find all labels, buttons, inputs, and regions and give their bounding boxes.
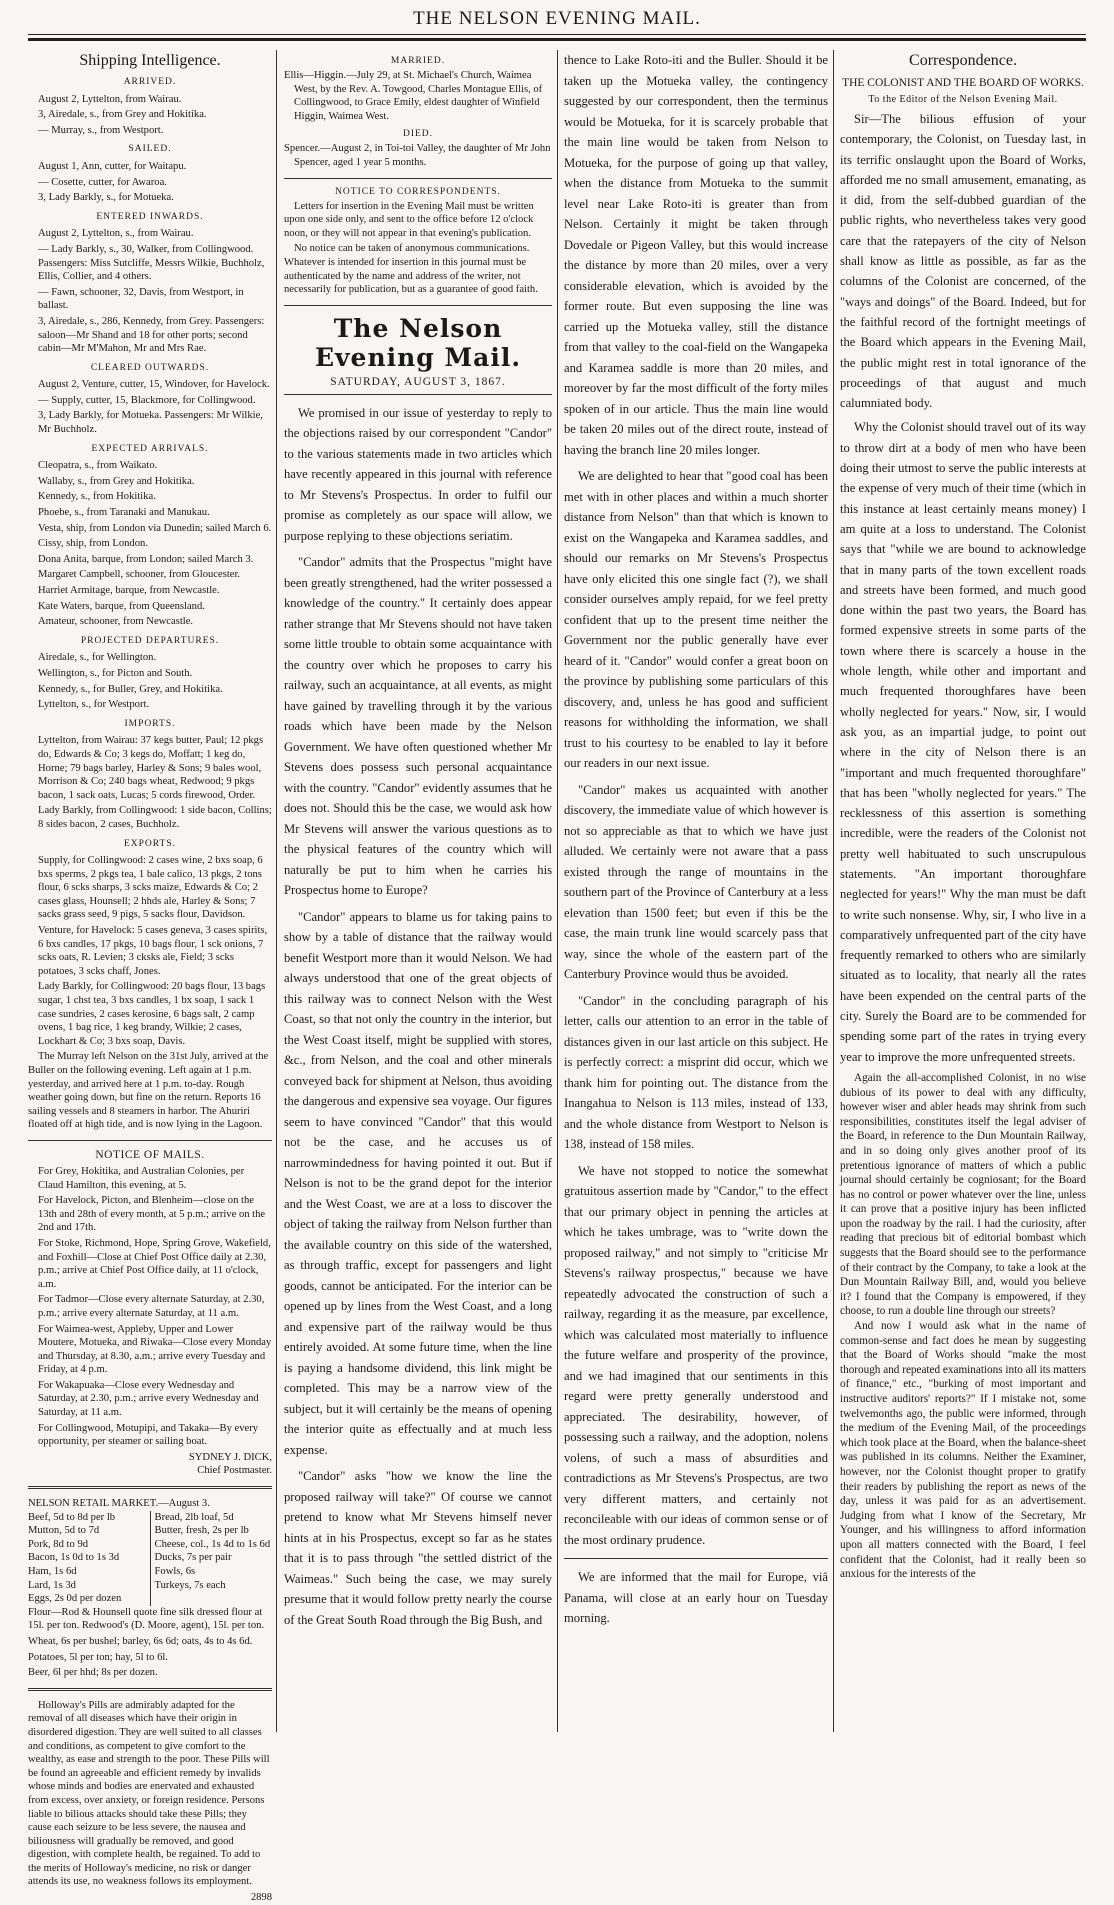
shipping-entry: Supply, for Collingwood: 2 cases wine, 2 bxs soap, 6 bxs sperms, 2 pkgs tea, 1 bale calico, 13 pkgs, 2 tons flour, 6 scks sharps, 3 scks maize, Edwards & Co; 2 cases glass, Hounsell; 2 hhds ale, Harley & Sons; 7 sacks grass seed, 9 pigs, 5 sacks flour, Davidson.	[38, 855, 263, 921]
mail-schedule-item: For Tadmor—Close every alternate Saturday, at 2.30, p.m.; arrive every alternate Saturday, at 11 a.m.	[38, 1294, 265, 1319]
shipping-entry: August 1, Ann, cutter, for Waitapu.	[38, 160, 187, 172]
shipping-entry: August 2, Venture, cutter, 15, Windover, for Havelock.	[38, 379, 270, 391]
market-price: Bread, 2lb loaf, 5d	[154, 1511, 234, 1523]
mails-title: NOTICE OF MAILS.	[95, 1148, 205, 1161]
mail-note	[564, 1567, 828, 1629]
market-price: Pork, 8d to 9d	[28, 1538, 89, 1550]
shipping-section-heading: EXPECTED ARRIVALS.	[91, 443, 209, 454]
letter-salutation: To the Editor of the Nelson Evening Mail.	[868, 94, 1058, 105]
letter-paragraph: And now I would ask what in the name of common-sense and fact does he mean by suggesting that the Board of Works should "make the most thorough and repeated examinations into all its matters of finance," etc., "burking of most important and instructive auditors' reports?" If I mistake not, some twelvemonths ago, the public were informed, through the medium of the Evening Mail, of the proceedings which took place at the Board, when the balance-sheet was published in its columns. Neither the Examiner, however, nor the Colonist thought proper to gratify their readers by publishing the report as news of the day, unless it was paid for as an advertisement. Judging from what I know of the Secretary, Mr Younger, and his willingness to afford information upon all matters connected with the Board, I feel confident that the Colonist, had it really been so anxious for the interests of the	[840, 1320, 1086, 1581]
died-heading: DIED.	[402, 129, 434, 140]
divider	[28, 1688, 272, 1691]
shipping-entry: Dona Anita, barque, from London; sailed March 3.	[38, 553, 254, 565]
mail-items	[28, 1165, 272, 1449]
advert-code: 2898	[250, 1892, 272, 1904]
shipping-note: The Murray left Nelson on the 31st July, arrived at the Buller on the following evening. Left again at 1 p.m. yesterday, and arrived here at 1 p.m. to-day. Rough weather going down, but fine on the return. Reports 16 sailing vessels and 8 steamers in harbor. The Ahuriri floated off at high tide, and is now lying in the Lagoon.	[28, 1051, 269, 1131]
correspondence-title: Correspondence.	[909, 52, 1017, 69]
market-note: Potatoes, 5l per ton; hay, 5l to 6l.	[28, 1651, 168, 1663]
shipping-section-heading: ARRIVED.	[123, 77, 177, 87]
married-heading: MARRIED.	[390, 56, 446, 66]
divider	[284, 178, 552, 179]
shipping-entry: 3, Airedale, s., 286, Kennedy, from Grey. Passengers: saloon—Mr Shand and 18 for other ports; second cabin—Mr M'Mahon, Mr and Mrs Rae.	[38, 315, 265, 355]
editorial-paragraph: "Candor" appears to blame us for taking pains to show by a table of distance that the railway would benefit Westport more than it would Nelson. We had always understood that one of the great objects of this railway was to connect Nelson with the West Coast, so that not only the country in the interior, but the West Coast itself, might be supplied with stores, &c., from Nelson, and the coal and other minerals conveyed back for shipment at Nelson, thus avoiding the dangerous and expensive sea voyage. Our figures seem to have convinced "Candor" that this would not be the case, and he accuses us of narrowmindedness for having pointed it out. But if Nelson is not to be the grand depot for the interior and the West Coast, we are at a loss to discover the object of taking the railway from Nelson further than the available country on this side of the watershed, as through traffic, except for passengers and light goods, cannot be anticipated. For the interior can be opened up by lines from the West Coast, and a long and expensive part of the railway would be thus entirely avoided. At some future time, when the line is paying a handsome dividend, this link might be completed. This may be a narrow view of the subject, but it will certainly be the means of opening the interior quite as effectually and at much less expense.	[284, 909, 552, 1457]
notice-paragraph: Letters for insertion in the Evening Mail must be written upon one side only, and sent to the office before 12 o'clock noon, or they will not appear in that evening's publication.	[284, 200, 534, 239]
mail-schedule-item: For Grey, Hokitika, and Australian Colonies, per Claud Hamilton, this evening, at 5.	[38, 1165, 245, 1191]
column-rule	[557, 50, 558, 1732]
shipping-entry: Kennedy, s., from Hokitika.	[38, 491, 156, 503]
shipping-entry: August 2, Lyttelton, from Wairau.	[38, 93, 182, 105]
column-rule	[276, 50, 277, 1732]
shipping-entry: Margaret Campbell, schooner, from Gloucester.	[38, 569, 241, 581]
market-price: Fowls, 6s	[154, 1566, 196, 1577]
shipping-entry: Wallaby, s., from Grey and Hokitika.	[38, 475, 195, 487]
notice-heading: NOTICE TO CORRESPONDENTS.	[335, 186, 501, 197]
shipping-section-heading: ENTERED INWARDS.	[96, 211, 204, 222]
column-correspondence	[840, 50, 1086, 1730]
shipping-entry: 3, Lady Barkly, for Motueka. Passengers: Mr Wilkie, Mr Buchholz.	[38, 410, 263, 436]
mail-schedule-item: For Havelock, Picton, and Blenheim—close on the 13th and 28th of every month, at 5 p.m.; arrive on the 2nd and 17th.	[38, 1195, 266, 1234]
editorial-paragraph: "Candor" in the concluding paragraph of his letter, calls our attention to an error in the table of distances given in our last article on this subject. He is perfectly correct: a misprint did occur, which we thank him for pointing out. The distance from the Inangahua to Nelson is 113 miles, instead of 133, and the whole distance from Westport to Nelson is 138, instead of 158 miles.	[564, 993, 828, 1151]
editorial-paragraph: "Candor" admits that the Prospectus "might have been greatly strengthened, had the writer possessed a knowledge of the country." It certainly does appear rather strange that Mr Stevens should not have taken some little trouble to obtain some acquaintance with the country over which he proposes to carry his railway, such an acquaintance, at all events, as might have gained by travelling through it by the various roads which have been made by the Nelson Government. We have often questioned whether Mr Stevens does possess such personal acquaintance with the country. "Candor" evidently assumes that he does not. Should this be the case, we would ask how Mr Stevens will answer the various questions as to the physical features of the country which will naturally be put to him when he carries his Prospectus home to Europe?	[284, 555, 552, 898]
shipping-entry: Phoebe, s., from Taranaki and Manukau.	[38, 507, 210, 519]
column-editorial-continued	[564, 50, 828, 1730]
masthead-rule-thick	[28, 38, 1086, 41]
paper-title: The Nelson Evening Mail.	[314, 313, 522, 372]
mails-signature: SYDNEY J. DICK,	[188, 1451, 272, 1463]
editorial-paragraph: thence to Lake Roto-iti and the Buller. Should it be taken up the Motueka valley, the contingency suggested by our correspondent, then the terminus would be Motueka, for it is scarcely probable that the main line would be taken from Nelson to Motueka, for the purpose of going up that valley, when the distance from Motueka to the summit level near Lake Roto-iti is greater than from Nelson. Certainly it might be taken through Dovedale or Pigeon Valley, but this would increase the distance by more than 20 miles, over a very considerable elevation, which is avoided by the former route. But even supposing the line was carried up the Motueka valley, still the distance from that valley to the coal-field on the Wangapeka and Karamea saddle is more than 20 miles, and moreover by far the most difficult of the forty miles spoken of in our article. Thus the main line would be taken 20 miles out of the direct route, instead of having the branch line 20 miles longer.	[564, 53, 828, 457]
died-notice: Spencer.—August 2, in Toi-toi Valley, the daughter of Mr John Spencer, aged 1 year 5 months.	[284, 143, 551, 168]
market-note: Flour—Rod & Hounsell quote fine silk dressed flour at 15l. per ton. Redwood's (D. Moore, agent), 15l. per ton.	[28, 1606, 265, 1632]
divider	[284, 394, 552, 395]
shipping-entry: Harriet Armitage, barque, from Newcastle.	[38, 585, 220, 596]
market-produce-column	[151, 1511, 273, 1606]
shipping-entry: — Cosette, cutter, for Awaroa.	[38, 176, 167, 188]
market-extra	[28, 1606, 272, 1680]
shipping-title: Shipping Intelligence.	[79, 52, 221, 69]
shipping-entry: Lyttelton, from Wairau: 37 kegs butter, Paul; 12 pkgs do, Edwards & Co; 3 kegs do, Moffatt; 1 keg do, Horne; 79 bags barley, Harley & Sons; 9 bales wool, Morrison & Co; 240 bags wheat, Redwood; 9 pkgs bacon, 1 sack oats, Lucas; 5 cords firewood, Order.	[38, 735, 264, 801]
shipping-entry: — Murray, s., from Westport.	[38, 124, 164, 136]
shipping-entry: 3, Airedale, s., from Grey and Hokitika.	[38, 109, 207, 121]
market-note: Beer, 6l per hhd; 8s per dozen.	[28, 1667, 158, 1679]
masthead-rule	[28, 34, 1086, 35]
letter-body-small	[840, 1071, 1086, 1582]
divider	[284, 305, 552, 306]
holloway-advert: Holloway's Pills are admirably adapted for the removal of all diseases which have their origin in disordered digestion. They are well suited to all classes and conditions, as competent to give comfort to the wealthy, as ease and strength to the poor. These Pills will be found an agreeable and efficient remedy by invalids whose minds and bodies are enervated and exhausted from excess, over anxiety, or foreign residence. Persons liable to bilious attacks should take these Pills; they cause each seizure to be less severe, the nausea and biliousness will gradually be removed, and good digestion, with complete health, be regained. To add to the merits of Holloway's medicine, no risk or danger attends its use, no weakness follows its employment.	[28, 1699, 270, 1888]
mail-schedule-item: For Collingwood, Motupipi, and Takaka—By every opportunity, per steamer or sailing boat.	[38, 1422, 259, 1448]
shipping-entry: Vesta, ship, from London via Dunedin; sailed March 6.	[38, 522, 272, 534]
dateline: SATURDAY, AUGUST 3, 1867.	[330, 375, 506, 388]
market-price: Bacon, 1s 0d to 1s 3d	[28, 1552, 120, 1564]
shipping-entry: Amateur, schooner, from Newcastle.	[38, 616, 194, 628]
market-table	[28, 1511, 272, 1606]
masthead: THE NELSON EVENING MAIL.	[413, 8, 701, 29]
divider	[564, 1558, 828, 1559]
editorial-paragraph: We have not stopped to notice the somewhat gratuitous assertion made by "Candor," to the effect that our primary object in penning the articles at which he takes umbrage, was to "write down the proposed railway," and not simply to "criticise Mr Stevens's railway prospectus," because we have repeatedly advocated the construction of such a railway, regarding it as the measure, par excellence, which was calculated most materially to influence the future welfare and prosperity of the province, and we had imagined that our sentiments in this regard were pretty generally understood and appreciated. The desirability, however, of possessing such a railway, and the adoption, nolens volens, of such a mass of absurdities and contradictions as Mr Stevens's Prospectus, are two very different matters, and certainly not reconcileable with our ideas of common sense or of the most ordinary prudence.	[564, 1163, 828, 1547]
divider	[28, 1140, 272, 1141]
shipping-entry: Venture, for Havelock: 5 cases geneva, 3 cases spirits, 6 bxs candles, 17 pkgs, 10 bags flour, 1 sck onions, 7 scks oats, R. Levien; 3 cksks ale, Field; 3 scks potatoes, 3 scks chaff, Jones.	[38, 925, 268, 977]
shipping-section-heading: CLEARED OUTWARDS.	[90, 362, 210, 373]
mail-schedule-item: For Stoke, Richmond, Hope, Spring Grove, Wakefield, and Foxhill—Close at Chief Post Office daily at 2.30, p.m.; arrive at Chief Post Office daily, at 11 o'clock, a.m.	[38, 1237, 271, 1290]
column-rule	[833, 50, 834, 1732]
market-price: Ham, 1s 6d	[28, 1566, 77, 1577]
market-price: Beef, 5d to 8d per lb	[28, 1511, 116, 1523]
market-meat-column	[28, 1511, 151, 1606]
editorial-paragraph: "Candor" asks "how we know the line the proposed railway will take?" Of course we cannot pretend to know what Mr Stevens himself never hints at in his Prospectus, except so far as he states that it is to pass through "the settled district of the Waimeas." Such being the case, we may surely presume that it would follow pretty nearly the course of the Great South Road through the Big Bush, and	[284, 1469, 552, 1627]
shipping-section-heading: IMPORTS.	[124, 718, 176, 729]
editorial-paragraph: "Candor" makes us acquainted with another discovery, the immediate value of which however is not so appreciable as that to which we have just alluded. We certainly were not aware that a pass existed through the range of mountains in the southern part of the Province of Canterbury at a less elevation than 1500 feet; but even if this be the case, the main trunk line would scarcely pass that way, since the whole of the eastern part of the Canterbury Province would thus be avoided.	[564, 782, 828, 981]
market-price: Ducks, 7s per pair	[154, 1552, 232, 1564]
market-price: Cheese, col., 1s 4d to 1s 6d	[154, 1538, 271, 1550]
divider	[28, 1486, 272, 1489]
shipping-entry: 3, Lady Barkly, s., for Motueka.	[38, 192, 174, 204]
shipping-section-heading: SAILED.	[128, 144, 172, 155]
editorial-body	[284, 403, 552, 1631]
shipping-entry: Kate Waters, barque, from Queensland.	[38, 600, 205, 612]
mail-schedule-item: For Waimea-west, Appleby, Upper and Lower Moutere, Motueka, and Riwaka—Close every Monday and Thursday, at 8.30, a.m.; arrive every Tuesday and Friday, at 4 p.m.	[38, 1323, 272, 1376]
shipping-section-heading: PROJECTED DEPARTURES.	[80, 635, 220, 646]
shipping-entry: Cissy, ship, from London.	[38, 538, 148, 550]
shipping-entry: August 2, Lyttelton, s., from Wairau.	[38, 228, 194, 240]
letter-paragraph: Sir—The bilious effusion of your contemporary, the Colonist, on Tuesday last, in its terrific onslaught upon the Board of Works, afforded me no small amusement, emanating, as it did, from the self-dubbed guardian of the public rights, who nevertheless takes very good care that the ratepayers of the city of Nelson shall know as little as possible, as far as the columns of the Colonist are concerned, of the "ways and doings" of the Board. Indeed, but for the faithful record of the fortnight meetings of the Board which appears in the Evening Mail, the public might rest in total ignorance of the proceedings of that august and much calumniated body.	[840, 112, 1086, 411]
shipping-sections	[28, 76, 272, 1048]
shipping-entry: Airedale, s., for Wellington.	[38, 652, 157, 664]
letter-body	[840, 109, 1086, 1067]
letter-title: THE COLONIST AND THE BOARD OF WORKS.	[842, 77, 1084, 89]
shipping-entry: Wellington, s., for Picton and South.	[38, 667, 193, 679]
market-price: Lard, 1s 3d	[28, 1579, 76, 1591]
column-shipping	[28, 50, 272, 1904]
market-price: Butter, fresh, 2s per lb	[154, 1525, 249, 1537]
notice-paragraph: No notice can be taken of anonymous communications. Whatever is intended for insertion in this journal must be authenticated by the name and address of the writer, not necessarily for publication, but as a guarantee of good faith.	[284, 243, 538, 296]
letter-paragraph: Again the all-accomplished Colonist, in no wise dubious of its power to deal with any difficulty, however wiser and abler heads may shrink from such responsibilities, constitutes itself the legal adviser of the Board, in reference to the Dun Mountain Railway, and in so doing only gives another proof of its pretentious ignorance of matters of which a public journal should certainly be cogniosant; for the Board has no control or power whatever over the line, unless it can prove that a positive injury has been inflicted upon the roadway by the rail. I had the curiosity, after reading that precious bit of editorial bombast which suggests that the Board should see to the performance of their contract by the Company, to take a look at the Dun Mountain Railway Bill, and, would you believe it? I found that the Company is empowered, if they choose, to run a double line through our streets?	[840, 1071, 1086, 1318]
market-title: NELSON RETAIL MARKET.—August 3.	[28, 1498, 210, 1510]
shipping-entry: — Fawn, schooner, 32, Davis, from Westport, in ballast.	[38, 286, 244, 312]
shipping-entry: — Lady Barkly, s., 30, Walker, from Collingwood. Passengers: Miss Sutcliffe, Messrs Wilkie, Buchholz, Ellis, Collier, and 4 others.	[38, 243, 265, 283]
shipping-entry: Kennedy, s., for Buller, Grey, and Hokitika.	[38, 683, 223, 695]
shipping-entry: Lady Barkly, for Collingwood: 20 bags flour, 13 bags sugar, 1 chst tea, 3 bxs candles, 1 bx soap, 1 sack 1 case sundries, 2 cases kerosine, 6 bags salt, 2 camp ovens, 1 bag rice, 1 keg brandy, Wilkie; 2 cases, Lockhart & Co; 3 bxs soap, Davis.	[38, 981, 266, 1047]
mails-signature-title: Chief Postmaster.	[197, 1465, 272, 1477]
mail-schedule-item: For Wakapuaka—Close every Wednesday and Saturday, at 2.30, p.m.; arrive every Wednesday and Saturday, at 11 a.m.	[38, 1379, 259, 1419]
market-note: Wheat, 6s per bushel; barley, 6s 6d; oats, 4s to 4s 6d.	[28, 1635, 253, 1647]
editorial-paragraph: We promised in our issue of yesterday to reply to the objections raised by our correspondent "Candor" to the various statements made in two articles which have recently appeared in this journal with reference to Mr Stevens's Prospectus. In order to fulfil our promise as completely as our space will allow, we purpose replying to these objections seriatim.	[284, 405, 552, 543]
editorial-paragraph: We are delighted to hear that "good coal has been met with in other places and within a much shorter distance from Nelson" than that which is known to exist on the Wangapeka and Karamea saddles, and should our remarks on Mr Stevens's Prospectus have only elicited this one single fact (?), we shall consider ourselves amply repaid, for we feel pretty confident that up to the present time neither the Government nor the public generally have ever heard of it. "Candor" would confer a great boon on the province by publishing some particulars of this discovery, and, unless he has good and sufficient reasons for withholding the information, we shall trust to his courtesy to be enabled to lay it before our readers in our next issue.	[564, 469, 828, 770]
editorial-continued-body	[564, 50, 828, 1550]
market-price: Turkeys, 7s each	[154, 1579, 226, 1591]
shipping-entry: — Supply, cutter, 15, Blackmore, for Collingwood.	[38, 394, 256, 406]
market-price: Eggs, 2s 0d per dozen	[28, 1593, 122, 1605]
column-editorial	[284, 50, 552, 1730]
shipping-entry: Lady Barkly, from Collingwood: 1 side bacon, Collins; 8 sides bacon, 2 cases, Buchholz.	[38, 805, 272, 830]
market-price: Mutton, 5d to 7d	[28, 1525, 100, 1537]
shipping-entry: Cleopatra, s., from Waikato.	[38, 460, 158, 472]
mail-note-paragraph: We are informed that the mail for Europe, viâ Panama, will close at an early hour on Tuesday morning.	[564, 1570, 828, 1625]
letter-paragraph: Why the Colonist should travel out of its way to throw dirt at a body of men who have been doing their utmost to serve the public interests at the expense of very much of their time (which in this instance at least certainly means money) I am quite at a loss to understand. The Colonist says that "while we are bound to acknowledge that in many parts of the town excellent roads and streets have been formed, and much good done within the past two years, the Board has formed expensive streets in some parts of the town where there is scarcely a house in the whole length, while other and important and much frequented thoroughfares have been wholly neglected for years." Now, sir, I would ask you, as an impartial judge, to point out where in the city of Nelson there is an "important and much frequented thoroughfare" that has been "wholly neglected for years." The recklessness of this assertion is something incredible, were the readers of the Colonist not pretty well habituated to such unscrupulous statements. "An important thoroughfare neglected for years!" Why the man must be daft to write such nonsense. Why, sir, I who live in a comparatively unfrequented part of the city have frequently remarked to others who are similarly situated as to locality, that nearly all the rates have been expended on the central parts of the city. Surely the Board are to be commended for spending some part of the rates in trying every year to improve the more unfrequented streets.	[840, 420, 1086, 1064]
married-notice: Ellis—Higgin.—July 29, at St. Michael's Church, Waimea West, by the Rev. A. Towgood, Charles Montague Ellis, of Collingwood, to Grace Emily, eldest daughter of Winfield Higgin, Waimea West.	[284, 70, 543, 122]
shipping-section-heading: EXPORTS.	[123, 838, 177, 849]
shipping-entry: Lyttelton, s., for Westport.	[38, 699, 150, 711]
